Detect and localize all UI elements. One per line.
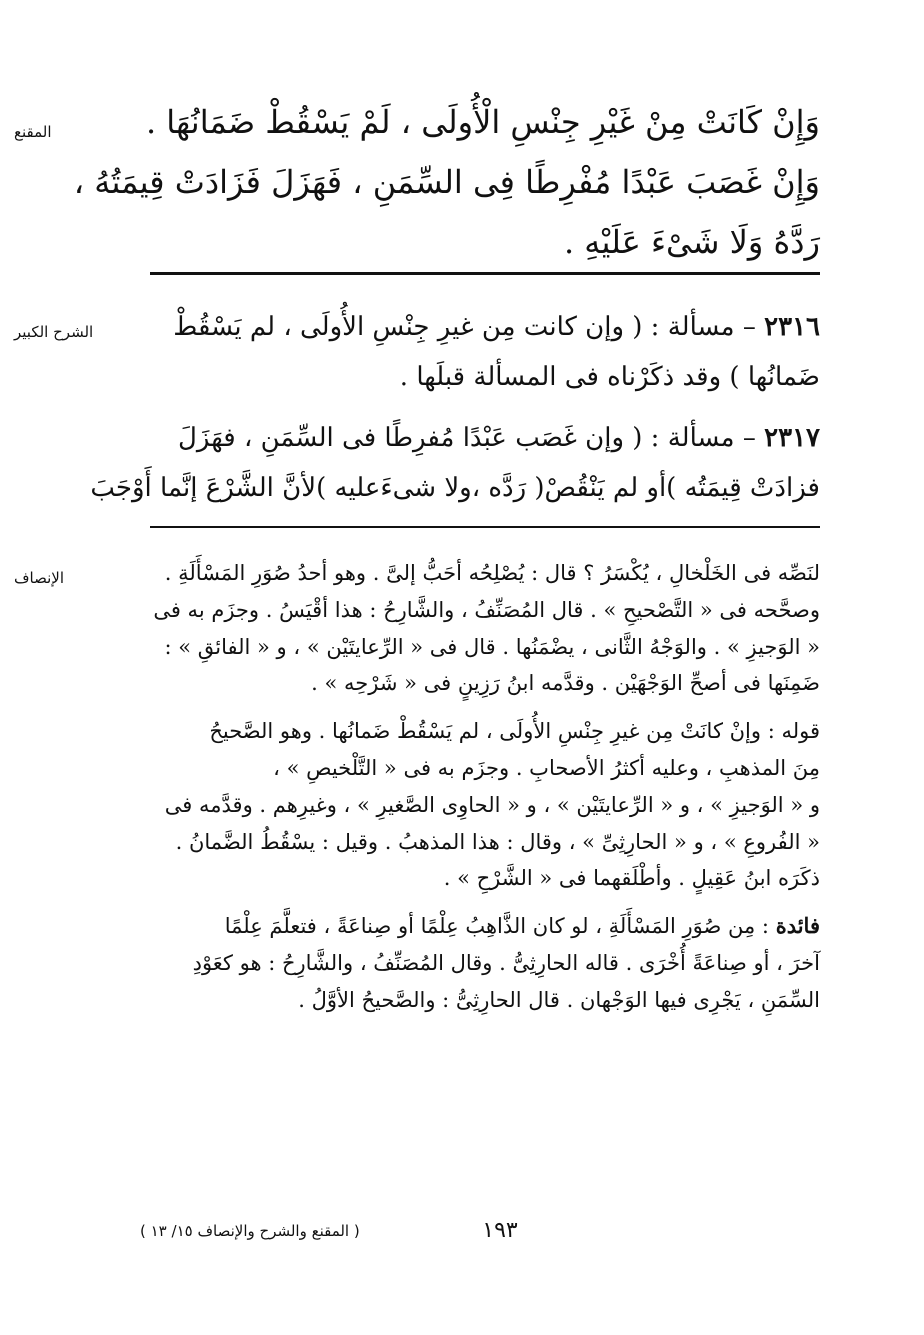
section-label-insaf: الإنصاف bbox=[14, 569, 65, 587]
section-divider bbox=[150, 526, 820, 528]
insaf-line: وصحَّحه فى « التَّصْحيحِ » . قال المُصَنِّفُ ، والشَّارِحُ : هذا أقْيَسُ . وجزَم به فى bbox=[153, 597, 820, 622]
insaf-line: و « الوَجيزِ » ، و « الرِّعايتَيْن » ، و « الحاوِى الصَّغيرِ » ، وغيرِهم . وقدَّمه فى bbox=[164, 792, 820, 817]
sharh-line: فزادَتْ قِيمَتُه )أو لم يَنْقُصْ( رَدَّه ،ولا شىءَعليه )لأنَّ الشَّرْعَ إنَّما أَوْجَبَ bbox=[90, 473, 820, 503]
muqni-line: وَإِنْ كَانَتْ مِنْ غَيْرِ جِنْسِ الْأُولَى ، لَمْ يَسْقُطْ ضَمَانُهَا . bbox=[145, 103, 820, 141]
insaf-line bbox=[150, 908, 820, 945]
issue-number: ٢٣١٦ bbox=[764, 312, 820, 342]
insaf-line: « الفُروعِ » ، و « الحارِثِىِّ » ، وقال : هذا المذهبُ . وقيل : يسْقُطُ الضَّمانُ . bbox=[175, 829, 820, 854]
muqni-line: وَإِنْ غَصَبَ عَبْدًا مُفْرِطًا فِى السِّمَنِ ، فَهَزَلَ فَزَادَتْ قِيمَتُهُ ، bbox=[73, 163, 820, 201]
insaf-line: السِّمَنِ ، يَجْرِى فيها الوَجْهان . قال الحارِثِىُّ : والصَّحيحُ الأوَّلُ . bbox=[298, 987, 820, 1012]
insaf-line: ذكَرَه ابنُ عَقِيلٍ . وأطْلَقهما فى « الشَّرْحِ » . bbox=[443, 866, 820, 891]
insaf-line: ضَمِنَها فى أصحِّ الوَجْهَيْن . وقدَّمه ابنُ رَزِينٍ فى « شَرْحِه » . bbox=[311, 671, 820, 696]
insaf-line: « الوَجيزِ » . والوَجْهُ الثَّانى ، يضْمَنُها . قال فى « الرِّعايتَيْن » ، و « الفائقِ » : bbox=[164, 634, 820, 659]
issue-text: – مسألة : ( وإن كانت مِن غيرِ جِنْسِ الأُولَى ، لم يَسْقُطْ bbox=[173, 312, 756, 342]
insaf-text bbox=[150, 555, 820, 1019]
insaf-line: مِنَ المذهبِ ، وعليه أكثرُ الأصحابِ . وجزَم به فى « التَّلْخيصِ » ، bbox=[273, 755, 820, 780]
benefit-heading: فائدة bbox=[775, 913, 820, 939]
sharh-text bbox=[90, 302, 820, 513]
section-label-muqni: المقنع bbox=[14, 123, 52, 141]
muqni-line: رَدَّهُ وَلَا شَىْءَ عَلَيْهِ . bbox=[563, 223, 820, 261]
issue-number: ٢٣١٧ bbox=[764, 423, 820, 453]
page-number: ١٩٣ bbox=[482, 1218, 518, 1243]
sharh-line bbox=[150, 413, 820, 463]
section-label-sharh: الشرح الكبير bbox=[14, 323, 94, 341]
benefit-text: : مِن صُوَرِ المَسْأَلَةِ ، لو كان الذَّاهِبُ عِلْمًا أو صِناعَةً ، فتعلَّمَ عِلْمًا bbox=[224, 914, 769, 939]
sharh-line: ضَمانُها ) وقد ذكَرْناه فى المسألة قبلَها . bbox=[399, 362, 820, 392]
muqni-text bbox=[73, 92, 820, 272]
issue-text: – مسألة : ( وإن غَصَب عَبْدًا مُفرِطًا فى السِّمَنِ ، فهَزَلَ bbox=[178, 423, 756, 453]
insaf-line: لنَصِّه فى الخَلْخالِ ، يُكْسَرُ ؟ قال : يُصْلِحُه أحَبُّ إلىَّ . وهو أحدُ صُوَرِ المَسْأَلَةِ . bbox=[164, 561, 820, 585]
section-divider bbox=[150, 272, 820, 275]
volume-reference: ( المقنع والشرح والإنصاف ١٥/ ١٣ ) bbox=[140, 1222, 360, 1240]
insaf-line: قوله : وإنْ كانَتْ مِن غيرِ جِنْسِ الأُولَى ، لم يَسْقُطْ ضَمانُها . وهو الصَّحيحُ bbox=[209, 719, 820, 744]
sharh-line bbox=[150, 302, 820, 352]
insaf-line: آخرَ ، أو صِناعَةً أُخْرَى . قاله الحارِثِىُّ . وقال المُصَنِّفُ ، والشَّارِحُ : هو كعَوْدِ bbox=[192, 950, 820, 975]
